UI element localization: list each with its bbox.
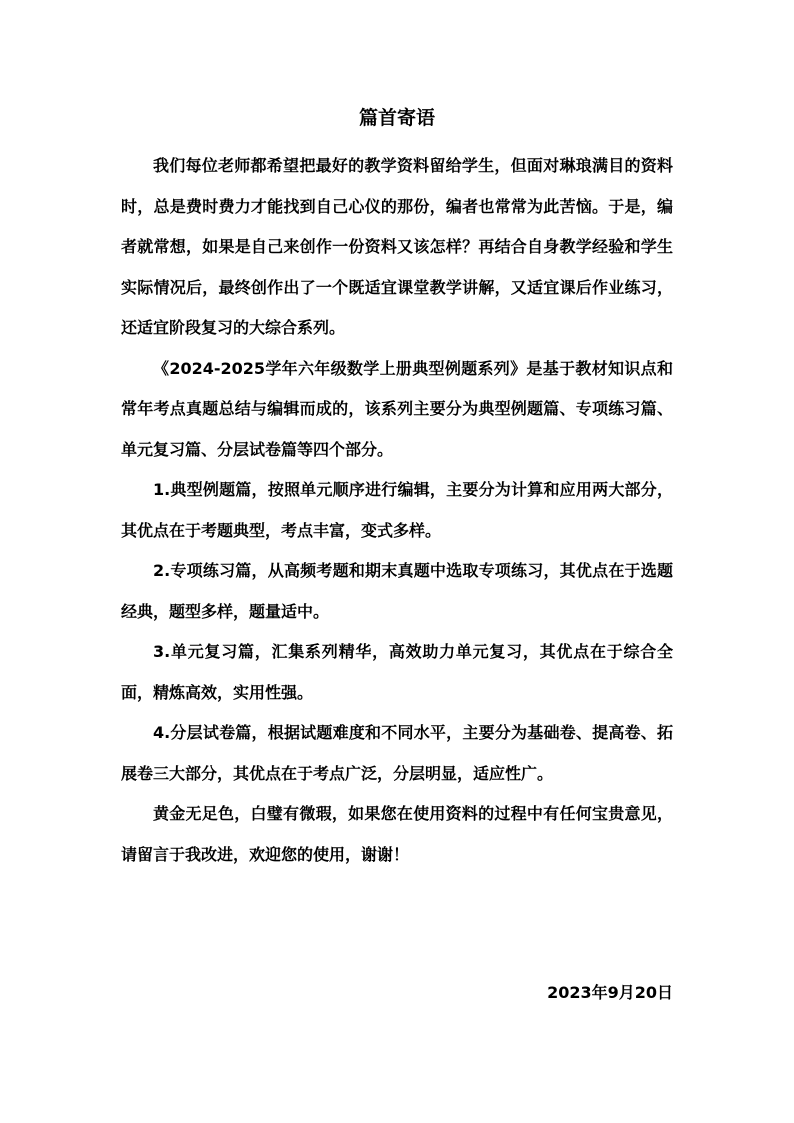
paragraph-series: 《2024-2025学年六年级数学上册典型例题系列》是基于教材知识点和常年考点真题总结与编辑而成的，该系列主要分为典型例题篇、专项练习篇、单元复习篇、分层试卷篇等四个部分。 (121, 358, 673, 459)
document-date: 2023年9月20日 (547, 983, 673, 1002)
paragraph-part-4: 4.分层试卷篇，根据试题难度和不同水平，主要分为基础卷、提高卷、拓展卷三大部分，其优点在于考点广泛，分层明显，适应性广。 (121, 723, 673, 783)
paragraph-part-1: 1.典型例题篇，按照单元顺序进行编辑，主要分为计算和应用两大部分，其优点在于考题典型，考点丰富，变式多样。 (121, 480, 673, 540)
paragraph-part-3: 3.单元复习篇，汇集系列精华，高效助力单元复习，其优点在于综合全面，精炼高效，实用性强。 (121, 642, 673, 702)
page-title: 篇首寄语 (358, 107, 435, 129)
paragraph-intro: 我们每位老师都希望把最好的教学资料留给学生，但面对琳琅满目的资料时，总是费时费力才能找到自己心仪的那份，编者也常常为此苦恼。于是，编者就常想，如果是自己来创作一份资料又该怎样？再结合自身教学经验和学生实际情况后，最终创作出了一个既适宜课堂教学讲解，又适宜课后作业练习，还适宜阶段复习的大综合系列。 (121, 156, 673, 337)
paragraph-part-2: 2.专项练习篇，从高频考题和期末真题中选取专项练习，其优点在于选题经典，题型多样，题量适中。 (121, 561, 673, 621)
paragraph-closing: 黄金无足色，白璧有微瑕，如果您在使用资料的过程中有任何宝贵意见，请留言于我改进，欢迎您的使用，谢谢！ (121, 804, 673, 864)
document-body (121, 146, 673, 875)
